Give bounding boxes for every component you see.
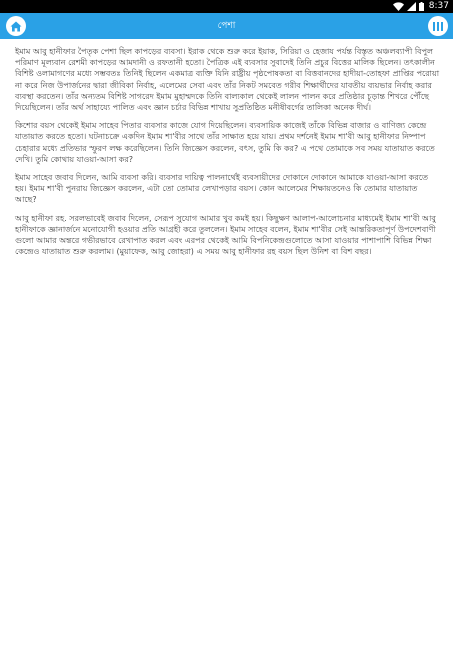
menu-icon [432,21,444,32]
status-time: 8:37 [428,1,449,11]
page-title: পেশা [217,21,236,31]
menu-button[interactable] [428,16,448,36]
battery-icon [419,2,424,11]
article-body [0,39,453,257]
article-paragraph: ইমাম সাহেব জবাব দিলেন, আমি ব্যবসা করি। ব্যবসার দায়িত্ব পালনার্থেই ব্যবসায়ীদের দোকানে দোকানে আমাকে যাওয়া-আসা করতে হয়। ইমাম শা'বী পুনরায় জিজ্ঞেস করলেন, এটা তো তোমার লেখাপড়ার বয়স। কোন আলেমের শিক্ষায়তনেও কি তোমার যাতায়াত আছে? [15,173,428,205]
signal-icon [407,2,416,11]
article-paragraph: আবু হানীফা রহ. সরলভাবেই জবাব দিলেন, সেরূপ সুযোগ আমার খুব কমই হয়। কিছুক্ষণ আলাপ-আলোচনার মাধ্যমেই ইমাম শা'বী আবু হানীফাকে জ্ঞানার্জনে মনোযোগী হওয়ার প্রতি আগ্রহী করে তুললেন। ইমাম সাহেব বলেন, ইমাম শা'বীর সেই আন্তরিকতাপূর্ণ উপদেশবাণী গুলো আমার অন্তরে গভীরভাবে রেখাপাত করল এবং এরপর থেকেই আমি বিপনিকেন্দ্রগুলোতে আসা যাওয়ার পাশাপাশি বিভিন্ন শিক্ষা কেন্দ্রেও যাতায়াত শুরু করলাম। (মুয়াফেক, আবু জোহরা) এ সময় আবু হানীফার রহ বয়স ছিল উনিশ বা বিশ বছর। [15,213,436,257]
content-area[interactable] [0,39,453,661]
app-bar [0,13,453,39]
status-icons [393,0,449,13]
status-bar [0,0,453,13]
wifi-icon [393,2,404,11]
article-paragraph: ইমাম আবু হানীফার পৈতৃক পেশা ছিল কাপড়ের ব্যবসা। ইরাক থেকে শুরু করে ইয়াক, সিরিয়া ও হেজায পর্যন্ত বিস্তৃত অঞ্চলব্যাপী বিপুল পরিমাণ মূল্যবান রেশমী কাপড়ের আমদানী ও রফতানী হতো। পৈত্রিক এই ব্যবসার সুবাদেই তিনি প্রচুর বিত্তের মালিক ছিলেন। তৎকালীন বিশিষ্ট ওলামাগণের মধ্যে সম্ভবতঃ তিনিই ছিলেন একমাত্র ব্যক্তি যিনি রাষ্ট্রীয় পৃষ্ঠপোষকতা বা বিত্তবানদের হাদীয়া-তোহফা প্রাপ্তির পরোয়া না করে নিজ উপার্জনের দ্বারা জীবিকা নির্বাহ, এলেমের সেবা এবং তাঁর নিকট সমবেত গরীব শিক্ষার্থীদের যাবতীয় ব্যয়ভার নির্বাহ করার ব্যবস্থা করতেন। তাঁর অন্যতম বিশিষ্ট সাগরেদ ইমাম মুহাম্মদকে তিনি বাল্যকাল থেকেই লালন পালন করে প্রতিষ্ঠার চূড়ান্ত শিখরে পৌঁছে দিয়েছিলেন। তাঁর অর্থ সাহায্যে পালিত এবং জ্ঞান চর্চার বিভিন্ন শাখায় সুপ্রতিষ্ঠিত মনীষীবর্গের তালিকা অনেক দীর্ঘ। [15,47,440,113]
article-paragraph: কিশোর বয়স থেকেই ইমাম সাহেব পিতার ব্যবসার কাজে যোগ দিয়েছিলেন। ব্যবসায়িক কাজেই তাঁকে বিভিন্ন বাজার ও বাণিজ্য কেন্দ্রে যাতায়াত করতে হতো। ঘটনাচক্রে একদিন ইমাম শা'বীর সাথে তাঁর সাক্ষাত হয়ে যায়। প্রথম দর্শনেই ইমাম শা'বী আবু হানীফার নিষ্পাপ চেহারার মধ্যে প্রতিভার স্ফুরণ লক্ষ করেছিলেন। তিনি জিজ্ঞেস করলেন, বৎস, তুমি কি কর? এ পথে তোমাকে সব সময় যাতায়াত করতে দেখি। তুমি কোথায় যাওয়া-আসা কর? [15,121,435,164]
